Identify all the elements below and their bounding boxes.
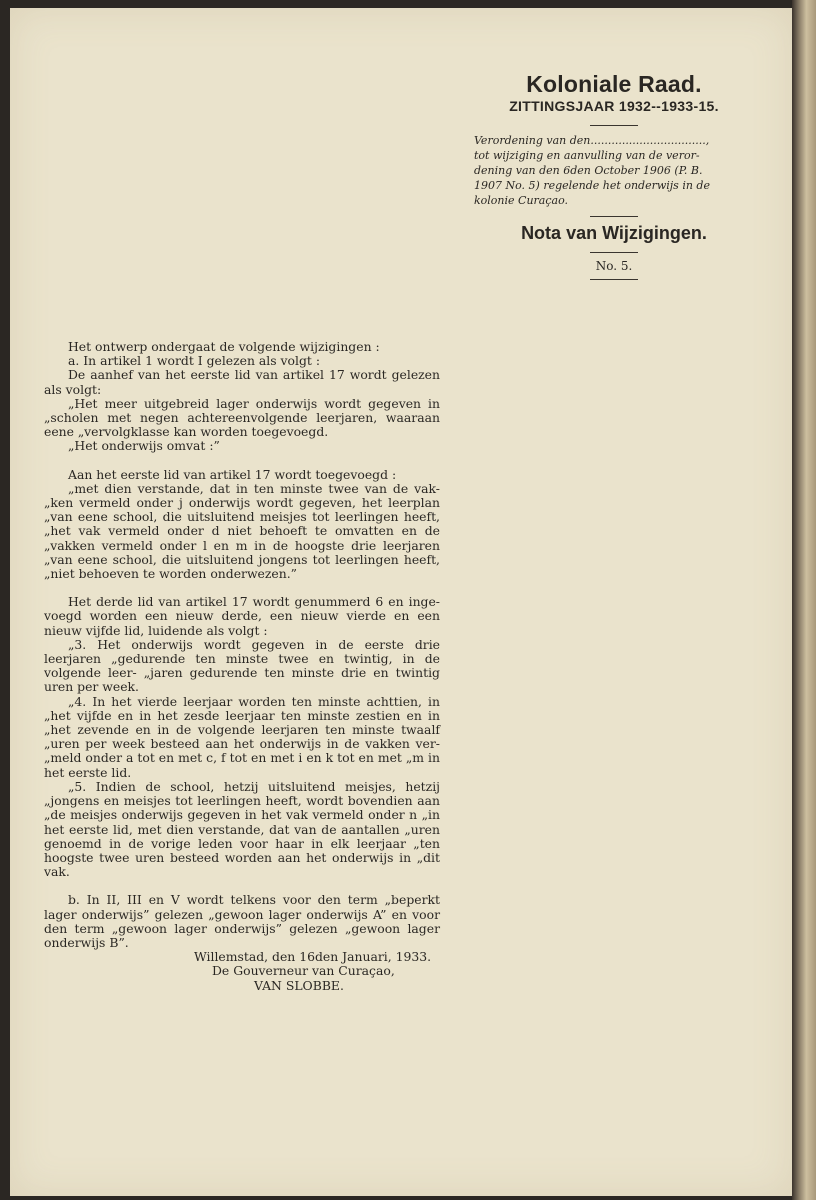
signature: VAN SLOBBE. <box>254 977 344 993</box>
description-line: dening van den 6den October 1906 (P. B. <box>474 164 703 177</box>
description-line: tot wijziging en aanvulling van de veror- <box>474 149 700 162</box>
paragraph: „5. Indien de school, hetzij uitsluitend meisjes, hetzij „jongens en meisjes tot leerlingen heeft, wordt bovendien aan „de meisjes onderwijs gegeven in het vak vermeld onder n „in het eerste lid, met dien verstande, dat van de aantallen „uren genoemd in de vorige leden voor haar in elk leerjaar „ten hoogste twee uren besteed worden aan het onderwijs in „dit vak. <box>44 778 440 880</box>
paragraph: „met dien verstande, dat in ten minste twee van de vak- „ken vermeld onder j onderwijs wordt gegeven, het leerplan „van eene school, die uitsluitend meisjes tot leerlingen heeft, „het vak vermeld onder d niet behoeft te omvatten en de „vakken vermeld onder l en m in de hoogste drie leerjaren „van eene school, die uitsluitend jongens tot leerlingen heeft, „niet behoeven te worden onderwezen.” <box>44 480 440 582</box>
document-title: Nota van Wijzigingen. <box>521 223 707 243</box>
divider <box>590 279 638 280</box>
page-edge <box>792 0 816 1200</box>
place-date: Willemstad, den 16den Januari, 1933. <box>194 949 432 965</box>
paragraph: „Het meer uitgebreid lager onderwijs wordt gegeven in „scholen met negen achtereenvolgende leerjaren, waaraan eene „vervolgklasse kan worden toegevoegd. <box>44 395 440 440</box>
paragraph: De aanhef van het eerste lid van artikel 17 wordt gelezen als volgt: <box>44 367 440 397</box>
divider <box>590 252 638 253</box>
governor-title: De Gouverneur van Curaçao, <box>212 963 395 979</box>
document-header <box>468 70 760 280</box>
paragraph: a. In artikel 1 wordt I gelezen als volgt : <box>68 353 320 369</box>
paragraph: Het derde lid van artikel 17 wordt genummerd 6 en inge- voegd worden een nieuw derde, een nieuw vierde en een nieuw vijfde lid, luidende als volgt : <box>44 594 440 638</box>
description-line: kolonie Curaçao. <box>474 194 568 207</box>
document-number: No. 5. <box>595 259 633 273</box>
divider <box>590 125 638 126</box>
paragraph: Het ontwerp ondergaat de volgende wijzigingen : <box>68 339 380 354</box>
council-title: Koloniale Raad. <box>526 71 702 97</box>
paragraph: b. In II, III en V wordt telkens voor den term „beperkt lager onderwijs” gelezen „gewoon lager onderwijs A” en voor den term „gewoon lager onderwijs” gelezen „gewoon lager onderwijs B”. <box>44 892 440 950</box>
document-page <box>10 8 792 1196</box>
description-line: 1907 No. 5) regelende het onderwijs in de <box>474 179 710 192</box>
document-body <box>44 340 440 993</box>
description-line: Verordening van den................................., <box>474 134 710 147</box>
paragraph: „Het onderwijs omvat :” <box>68 438 220 454</box>
paragraph: Aan het eerste lid van artikel 17 wordt toegevoegd : <box>68 466 397 482</box>
divider <box>590 216 638 217</box>
session-year: ZITTINGSJAAR 1932--1933-15. <box>509 98 719 114</box>
paragraph: „3. Het onderwijs wordt gegeven in de eerste drie leerjaren „gedurende ten minste twee en twintig, in de volgende leer- „jaren gedurende ten minste drie en twintig uren per week. <box>44 636 440 695</box>
ordinance-description <box>468 133 760 208</box>
paragraph: „4. In het vierde leerjaar worden ten minste achttien, in „het vijfde en in het zesde leerjaar ten minste zestien en in „het zevende en in de volgende leerjaren ten minste twaalf „uren per week besteed aan het onderwijs in de vakken ver- „meld onder a tot en met c, f tot en met i en k tot en met „m in het eerste lid. <box>44 693 440 780</box>
